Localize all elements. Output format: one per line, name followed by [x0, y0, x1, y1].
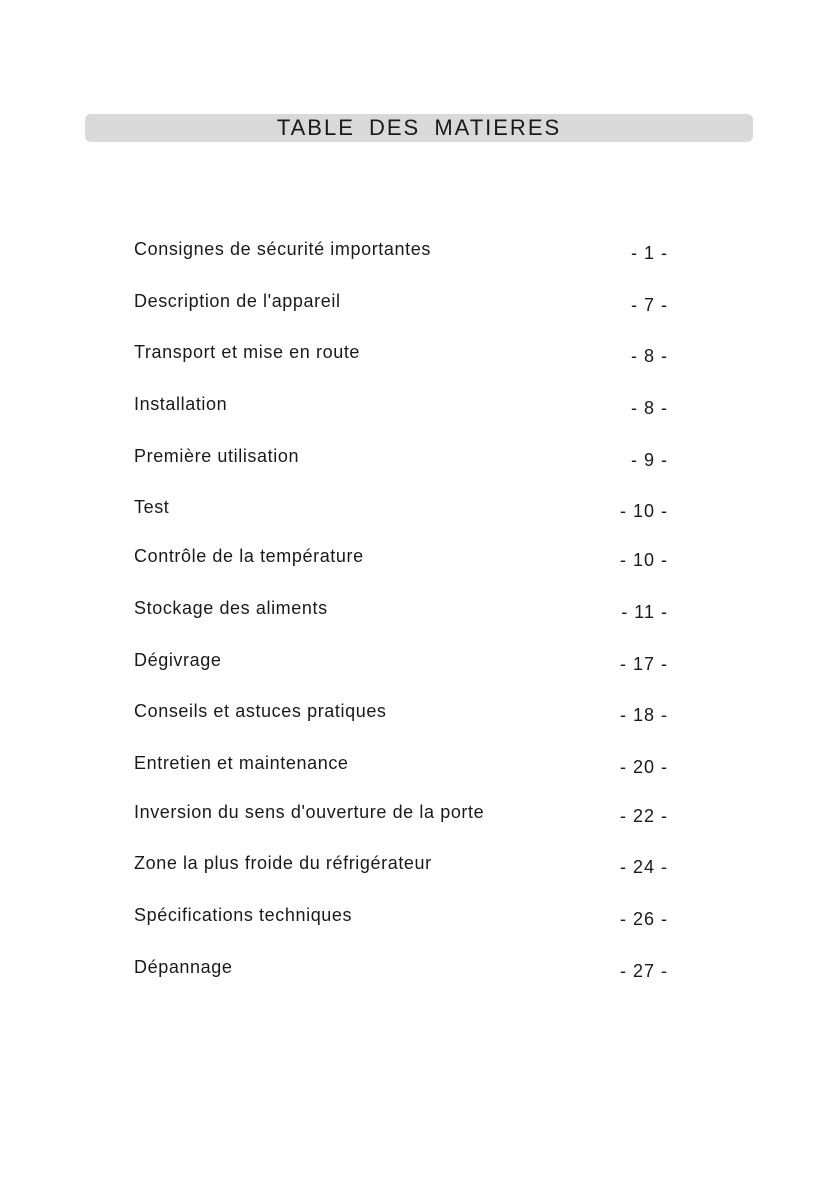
toc-entry-label: Test — [134, 497, 170, 517]
toc-entry — [134, 391, 674, 417]
toc-entry-page: - 10 - — [619, 501, 668, 521]
toc-entry-page: - 10 - — [619, 550, 668, 570]
toc-entry-label: Conseils et astuces pratiques — [134, 701, 387, 721]
toc-entry — [134, 443, 674, 469]
toc-entry-page: - 9 - — [630, 450, 668, 470]
toc-entry-label: Dépannage — [134, 957, 233, 977]
toc-entry-page: - 11 - — [621, 602, 668, 622]
toc-entry — [134, 647, 674, 673]
toc-entry — [134, 339, 674, 365]
toc-entry-label: Spécifications techniques — [134, 905, 353, 925]
toc-entry — [134, 902, 674, 928]
toc-entry — [134, 850, 674, 876]
toc-entry-label: Description de l'appareil — [134, 291, 341, 311]
toc-entry-page: - 26 - — [619, 909, 668, 929]
toc-entry-label: Transport et mise en route — [134, 342, 361, 362]
toc-entry — [134, 954, 674, 980]
toc-entry-label: Installation — [134, 394, 228, 414]
toc-entry — [134, 236, 674, 262]
toc-entry — [134, 698, 674, 724]
toc-entry-label: Consignes de sécurité importantes — [134, 239, 431, 259]
toc-entry-page: - 1 - — [630, 243, 668, 263]
toc-entry — [134, 750, 674, 776]
toc-entry-page: - 20 - — [619, 757, 668, 777]
toc-entry — [134, 494, 674, 520]
toc-entry — [134, 799, 674, 825]
toc-entry-page: - 17 - — [619, 654, 668, 674]
toc-entry-label: Inversion du sens d'ouverture de la porte — [134, 802, 485, 822]
toc-entry-page: - 7 - — [630, 295, 668, 315]
toc-entry-label: Entretien et maintenance — [134, 753, 349, 773]
toc-entry — [134, 595, 674, 621]
toc-entry-label: Stockage des aliments — [134, 598, 328, 618]
toc-entry-page: - 24 - — [619, 857, 668, 877]
toc-entry-page: - 22 - — [619, 806, 668, 826]
toc-entry-page: - 18 - — [619, 705, 668, 725]
toc-entry-page: - 8 - — [630, 346, 668, 366]
toc-entry-page: - 27 - — [619, 961, 668, 981]
toc-entry-label: Zone la plus froide du réfrigérateur — [134, 853, 432, 873]
page-title: TABLE DES MATIERES — [276, 115, 562, 140]
toc-entry-label: Première utilisation — [134, 446, 300, 466]
toc-entry-label: Dégivrage — [134, 650, 222, 670]
toc-entry — [134, 288, 674, 314]
toc-entry — [134, 543, 674, 569]
toc-entry-label: Contrôle de la température — [134, 546, 364, 566]
toc-entry-page: - 8 - — [630, 398, 668, 418]
